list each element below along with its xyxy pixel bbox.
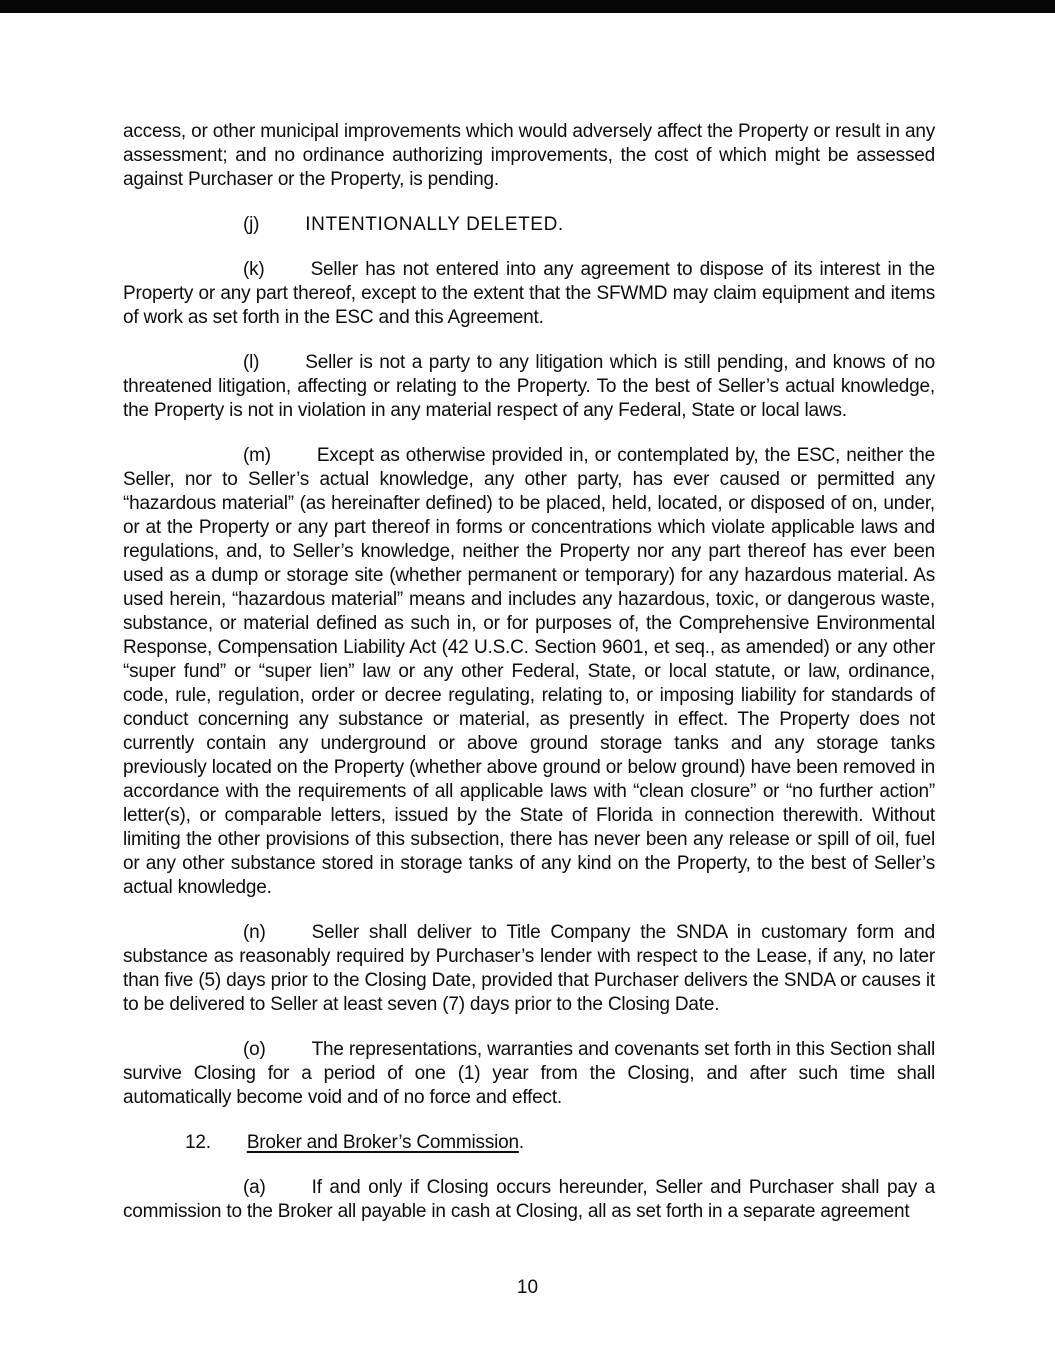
subsection-k-label: (k) [243, 259, 265, 280]
subsection-o-label: (o) [243, 1039, 266, 1060]
section-title: Broker and Broker’s Commission [246, 1132, 519, 1153]
subsection-l-text: Seller is not a party to any litigation which is still pending, and knows of no threatened litigation, affecting or relating to the Property. To the best of Seller’s actual knowledge, the Property is not in violation in any material respect of any Federal, State or local laws. [123, 352, 935, 421]
subsection-a-label: (a) [243, 1177, 266, 1198]
subsection-l [123, 351, 935, 423]
document-page [123, 120, 935, 1224]
intro-paragraph [123, 120, 935, 192]
subsection-k [123, 258, 935, 330]
section-12-heading [123, 1131, 935, 1155]
subsection-j-label: (j) [243, 214, 260, 235]
subsection-a [123, 1176, 935, 1224]
section-number: 12. [185, 1132, 211, 1153]
subsection-j-text: INTENTIONALLY DELETED. [305, 214, 564, 235]
subsection-m [123, 444, 935, 900]
subsection-n [123, 921, 935, 1017]
intro-paragraph-text: access, or other municipal improvements which would adversely affect the Property or result in any assessment; and no ordinance authorizing improvements, the cost of which might be assessed against Purchaser or the Property, is pending. [123, 121, 935, 190]
subsection-o-text: The representations, warranties and covenants set forth in this Section shall survive Closing for a period of one (1) year from the Closing, and after such time shall automatically become void and of no force and effect. [123, 1039, 935, 1108]
subsection-n-label: (n) [243, 922, 266, 943]
scanner-edge-artifact [0, 0, 1055, 13]
section-title-period: . [518, 1132, 524, 1153]
subsection-o [123, 1038, 935, 1110]
subsection-m-label: (m) [243, 445, 271, 466]
subsection-a-text: If and only if Closing occurs hereunder, Seller and Purchaser shall pay a commission to the Broker all payable in cash at Closing, all as set forth in a separate agreement [123, 1177, 935, 1222]
subsection-m-text: Except as otherwise provided in, or contemplated by, the ESC, neither the Seller, nor to Seller’s actual knowledge, any other party, has ever caused or permitted any “hazardous material” (as hereinafter defined) to be placed, held, located, or disposed of on, under, or at the Property or any part thereof in forms or concentrations which violate applicable laws and regulations, and, to Seller’s knowledge, neither the Property nor any part thereof has ever been used as a dump or storage site (whether permanent or temporary) for any hazardous material. As used herein, “hazardous material” means and includes any hazardous, toxic, or dangerous waste, substance, or material defined as such in, or for purposes of, the Comprehensive Environmental Response, Compensation Liability Act (42 U.S.C. Section 9601, et seq., as amended) or any other “super fund” or “super lien” law or any other Federal, State, or local statute, or law, ordinance, code, rule, regulation, order or decree regulating, relating to, or imposing liability for standards of conduct concerning any substance or material, as presently in effect. The Property does not currently contain any underground or above ground storage tanks and any storage tanks previously located on the Property (whether above ground or below ground) have been removed in accordance with the requirements of all applicable laws with “clean closure” or “no further action” letter(s), or comparable letters, issued by the State of Florida in connection therewith. Without limiting the other provisions of this subsection, there has never been any release or spill of oil, fuel or any other substance stored in storage tanks of any kind on the Property, to the best of Seller’s actual knowledge. [123, 445, 935, 898]
page-number: 10 [516, 1277, 539, 1298]
subsection-j [123, 213, 935, 237]
subsection-k-text: Seller has not entered into any agreement to dispose of its interest in the Property or any part thereof, except to the extent that the SFWMD may claim equipment and items of work as set forth in the ESC and this Agreement. [123, 259, 935, 328]
subsection-n-text: Seller shall deliver to Title Company the SNDA in customary form and substance as reasonably required by Purchaser’s lender with respect to the Lease, if any, no later than five (5) days prior to the Closing Date, provided that Purchaser delivers the SNDA or causes it to be delivered to Seller at least seven (7) days prior to the Closing Date. [123, 922, 935, 1015]
subsection-l-label: (l) [243, 352, 260, 373]
